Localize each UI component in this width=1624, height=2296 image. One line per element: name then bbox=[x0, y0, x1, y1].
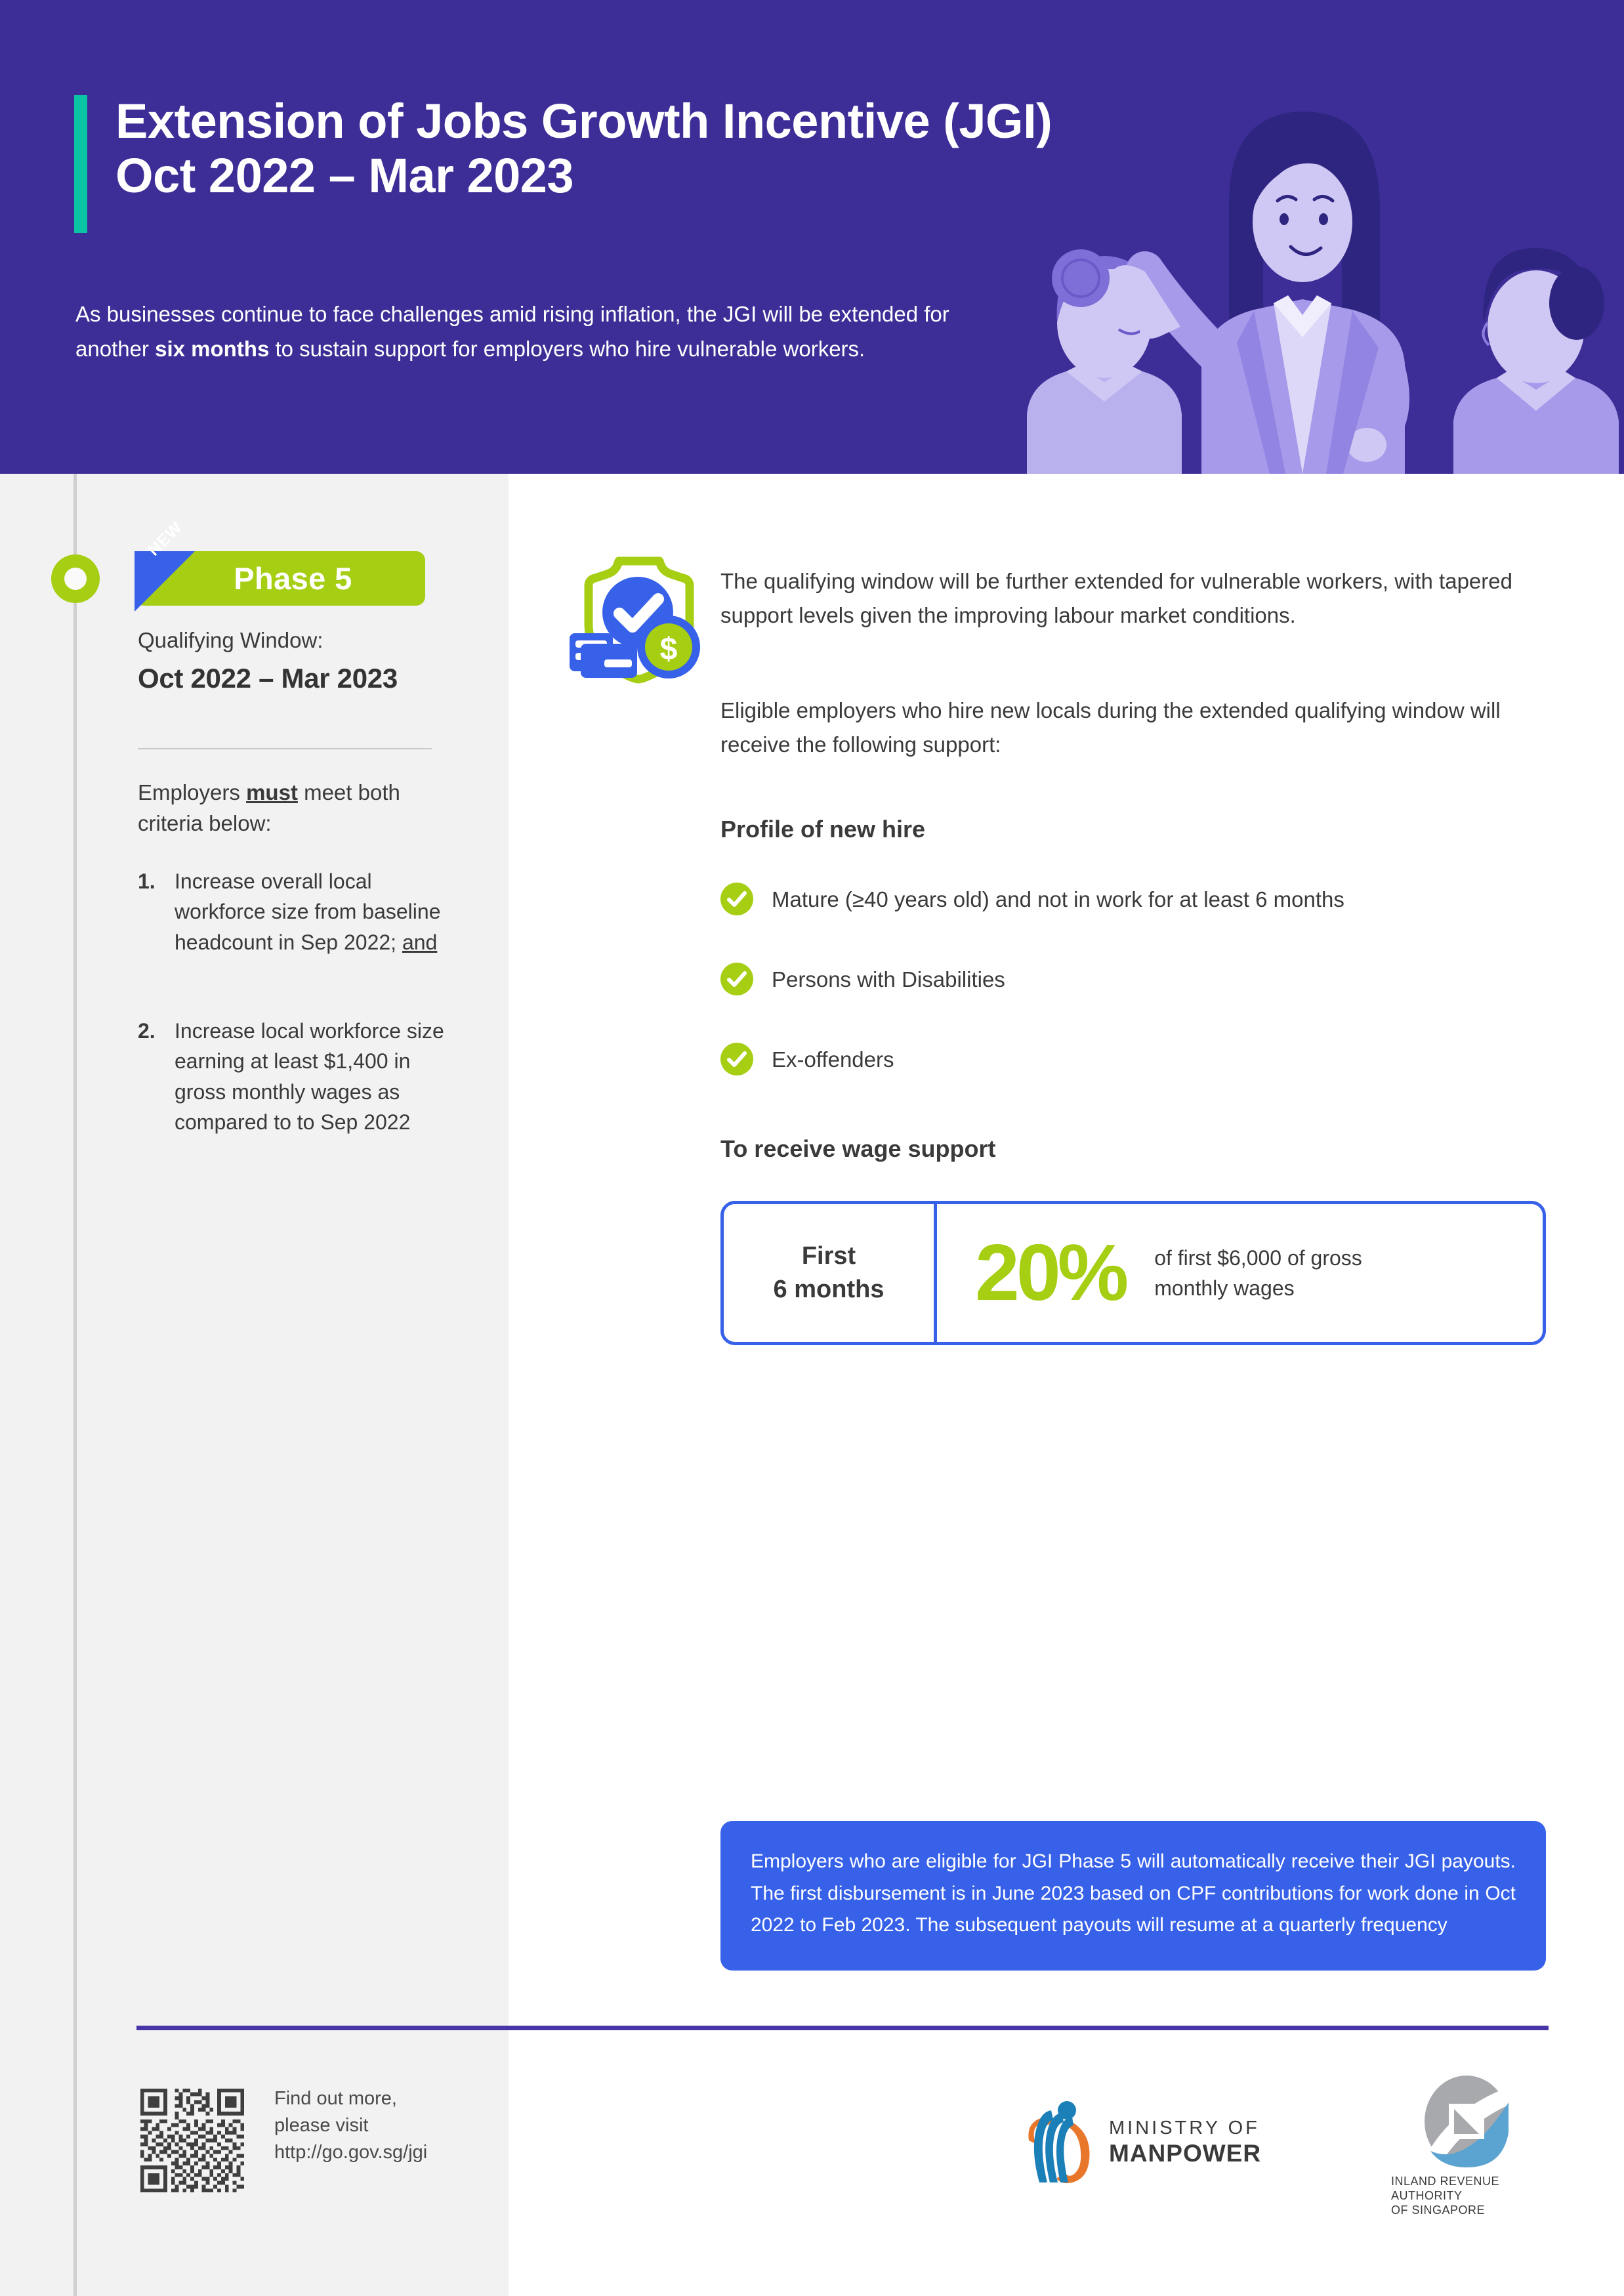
check-circle-icon bbox=[720, 963, 753, 995]
profile-item-label-1: Persons with Disabilities bbox=[772, 967, 1005, 991]
timeline-line bbox=[73, 474, 77, 2296]
qr-code[interactable] bbox=[136, 2085, 248, 2196]
page-title-line2: Oct 2022 – Mar 2023 bbox=[115, 148, 574, 203]
wage-period-line1: First bbox=[801, 1242, 856, 1270]
criteria-intro-post: meet both criteria below: bbox=[138, 780, 400, 835]
check-circle-icon bbox=[720, 883, 753, 915]
find-out-line1: Find out more, bbox=[274, 2088, 397, 2109]
profile-item-2 bbox=[720, 1043, 1547, 1079]
mom-logo-line1: MINISTRY OF bbox=[1109, 2118, 1260, 2139]
iras-logo bbox=[1391, 2074, 1542, 2218]
new-ribbon-icon bbox=[135, 551, 195, 612]
criteria-intro-pre: Employers bbox=[138, 780, 247, 804]
wage-support-box bbox=[720, 1201, 1546, 1345]
intro-paragraph-2: Eligible employers who hire new locals during the extended qualifying window will receive the following support: bbox=[720, 698, 1501, 757]
wage-period-line2: 6 months bbox=[773, 1276, 885, 1303]
profile-item-label-2: Ex-offenders bbox=[772, 1047, 894, 1072]
header-subtitle-bold: six months bbox=[155, 337, 270, 362]
criteria-text-1-pre: Increase overall local workforce size from baseline headcount in Sep 2022; bbox=[175, 869, 441, 954]
wage-value-cell bbox=[937, 1204, 1543, 1342]
criteria-text-1 bbox=[175, 866, 446, 957]
header-accent-bar bbox=[74, 95, 87, 233]
iras-logo-line2: AUTHORITY bbox=[1391, 2189, 1463, 2202]
wage-period-text bbox=[774, 1240, 885, 1307]
find-out-line2: please visit bbox=[274, 2115, 369, 2137]
ministry-of-manpower-logo bbox=[1024, 2093, 1299, 2185]
header-subtitle-part1: As businesses continue to face challenges amid rising inflation, the JGI will be extended for another bbox=[75, 302, 949, 362]
criteria-item-2 bbox=[138, 1016, 446, 1138]
intro-paragraph-1: The qualifying window will be further extended for vulnerable workers, with tapered support levels given the improving labour market conditions. bbox=[720, 569, 1512, 628]
mom-logo-line2: MANPOWER bbox=[1109, 2140, 1262, 2167]
footer-divider bbox=[136, 2026, 1549, 2030]
criteria-text-2: Increase local workforce size earning at least $1,400 in gross monthly wages as compared to to Sep 2022 bbox=[175, 1019, 444, 1135]
header-banner bbox=[0, 0, 1624, 474]
profile-item-1 bbox=[720, 963, 1547, 999]
wage-period-cell bbox=[724, 1204, 937, 1342]
payout-note-box bbox=[720, 1821, 1546, 1971]
criteria-item-1 bbox=[138, 866, 446, 957]
payout-note-text: Employers who are eligible for JGI Phase 5 will automatically receive their JGI payouts. The first disbursement is in June 2023 based on CPF contributions for work done in Oct 2022 to Feb 2023. The subsequent payouts will resume at a quarterly frequency bbox=[751, 1850, 1516, 1936]
iras-logo-line3: OF SINGAPORE bbox=[1391, 2203, 1486, 2217]
qualifying-window-label: Qualifying Window: bbox=[138, 628, 323, 652]
phase-badge bbox=[135, 518, 425, 606]
profile-item-label-0: Mature (≥40 years old) and not in work for at least 6 months bbox=[772, 887, 1344, 911]
check-circle-icon bbox=[720, 1043, 753, 1075]
find-out-url[interactable]: http://go.gov.sg/jgi bbox=[274, 2142, 428, 2163]
criteria-number-2: 2. bbox=[138, 1019, 156, 1043]
wage-percent-value: 20% bbox=[975, 1228, 1126, 1318]
criteria-number-1: 1. bbox=[138, 869, 156, 893]
find-out-more-text bbox=[274, 2085, 491, 2167]
iras-logo-line1: INLAND REVENUE bbox=[1391, 2175, 1500, 2188]
criteria-text-1-underline: and bbox=[402, 930, 438, 954]
sidebar-divider bbox=[138, 748, 432, 749]
criteria-intro-bold: must bbox=[246, 780, 298, 804]
criteria-intro bbox=[138, 778, 433, 839]
page-title-line1: Extension of Jobs Growth Incentive (JGI) bbox=[115, 94, 1052, 148]
profile-heading: Profile of new hire bbox=[720, 816, 926, 843]
qualifying-window-value: Oct 2022 – Mar 2023 bbox=[138, 663, 398, 694]
timeline-dot-icon bbox=[51, 554, 100, 603]
header-subtitle bbox=[75, 297, 968, 367]
profile-item-0 bbox=[720, 883, 1547, 919]
page-title bbox=[115, 94, 1231, 203]
svg-text:$: $ bbox=[659, 632, 678, 667]
shield-money-icon bbox=[568, 554, 709, 682]
header-subtitle-part2: to sustain support for employers who hire vulnerable workers. bbox=[269, 337, 865, 362]
wage-support-heading: To receive wage support bbox=[720, 1135, 996, 1162]
phase-badge-label: Phase 5 bbox=[234, 561, 352, 596]
wage-description: of first $6,000 of gross monthly wages bbox=[1154, 1245, 1362, 1300]
new-ribbon-label: NEW bbox=[144, 518, 186, 560]
